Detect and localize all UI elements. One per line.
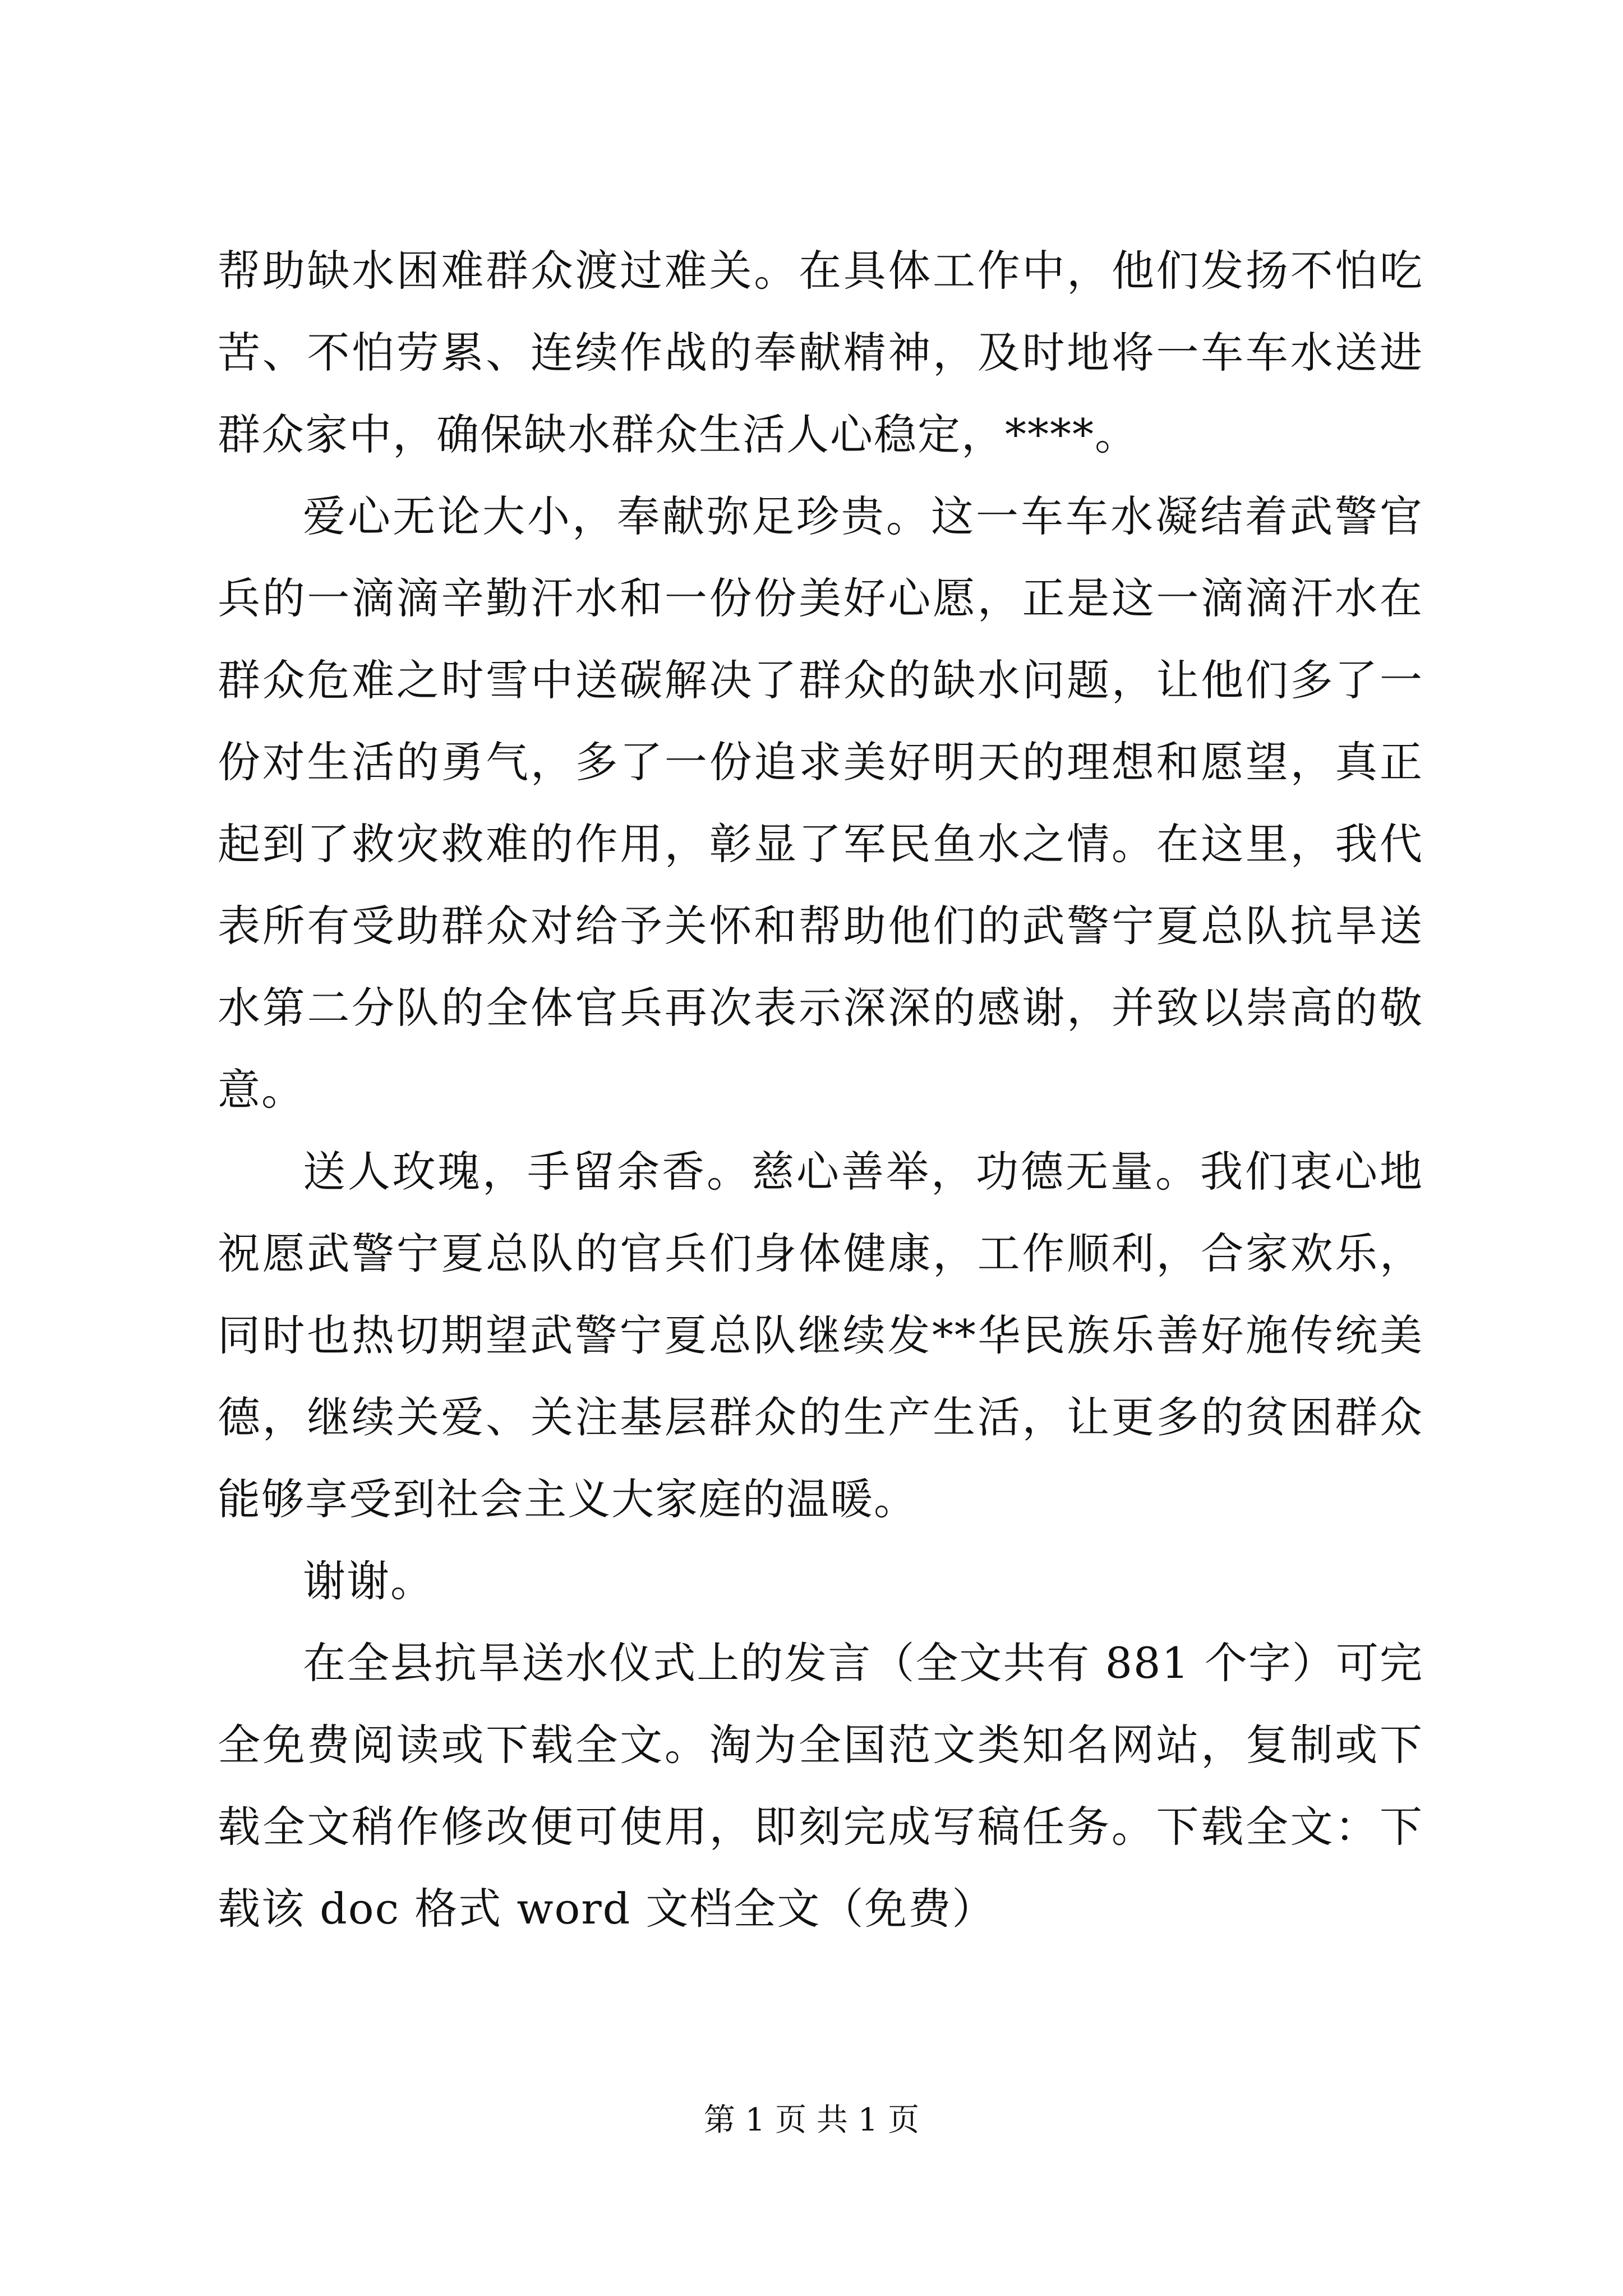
document-body [218, 230, 1423, 1950]
paragraph-5: 在全县抗旱送水仪式上的发言（全文共有 881 个字）可完全免费阅读或下载全文。淘为全国范文类知名网站，复制或下载全文稍作修改便可使用，即刻完成写稿任务。下载全文：下载该 doc 格式 word 文档全文（免费） [218, 1638, 1423, 1934]
paragraph-3: 送人玫瑰，手留余香。慈心善举，功德无量。我们衷心地祝愿武警宁夏总队的官兵们身体健康，工作顺利，合家欢乐，同时也热切期望武警宁夏总队继续发**华民族乐善好施传统美德，继续关爱、关注基层群众的生产生活，让更多的贫困群众能够享受到社会主义大家庭的温暖。 [218, 1147, 1423, 1524]
paragraph-1: 帮助缺水困难群众渡过难关。在具体工作中，他们发扬不怕吃苦、不怕劳累、连续作战的奉献精神，及时地将一车车水送进群众家中，确保缺水群众生活人心稳定，****。 [218, 246, 1423, 459]
page-footer: 第 1 页 共 1 页 [703, 2102, 920, 2138]
paragraph-2: 爱心无论大小，奉献弥足珍贵。这一车车水凝结着武警官兵的一滴滴辛勤汗水和一份份美好心愿，正是这一滴滴汗水在群众危难之时雪中送碳解决了群众的缺水问题，让他们多了一份对生活的勇气，多了一份追求美好明天的理想和愿望，真正起到了救灾救难的作用，彰显了军民鱼水之情。在这里，我代表所有受助群众对给予关怀和帮助他们的武警宁夏总队抗旱送水第二分队的全体官兵再次表示深深的感谢，并致以崇高的敬意。 [218, 491, 1423, 1115]
paragraph-4: 谢谢。 [303, 1556, 434, 1606]
